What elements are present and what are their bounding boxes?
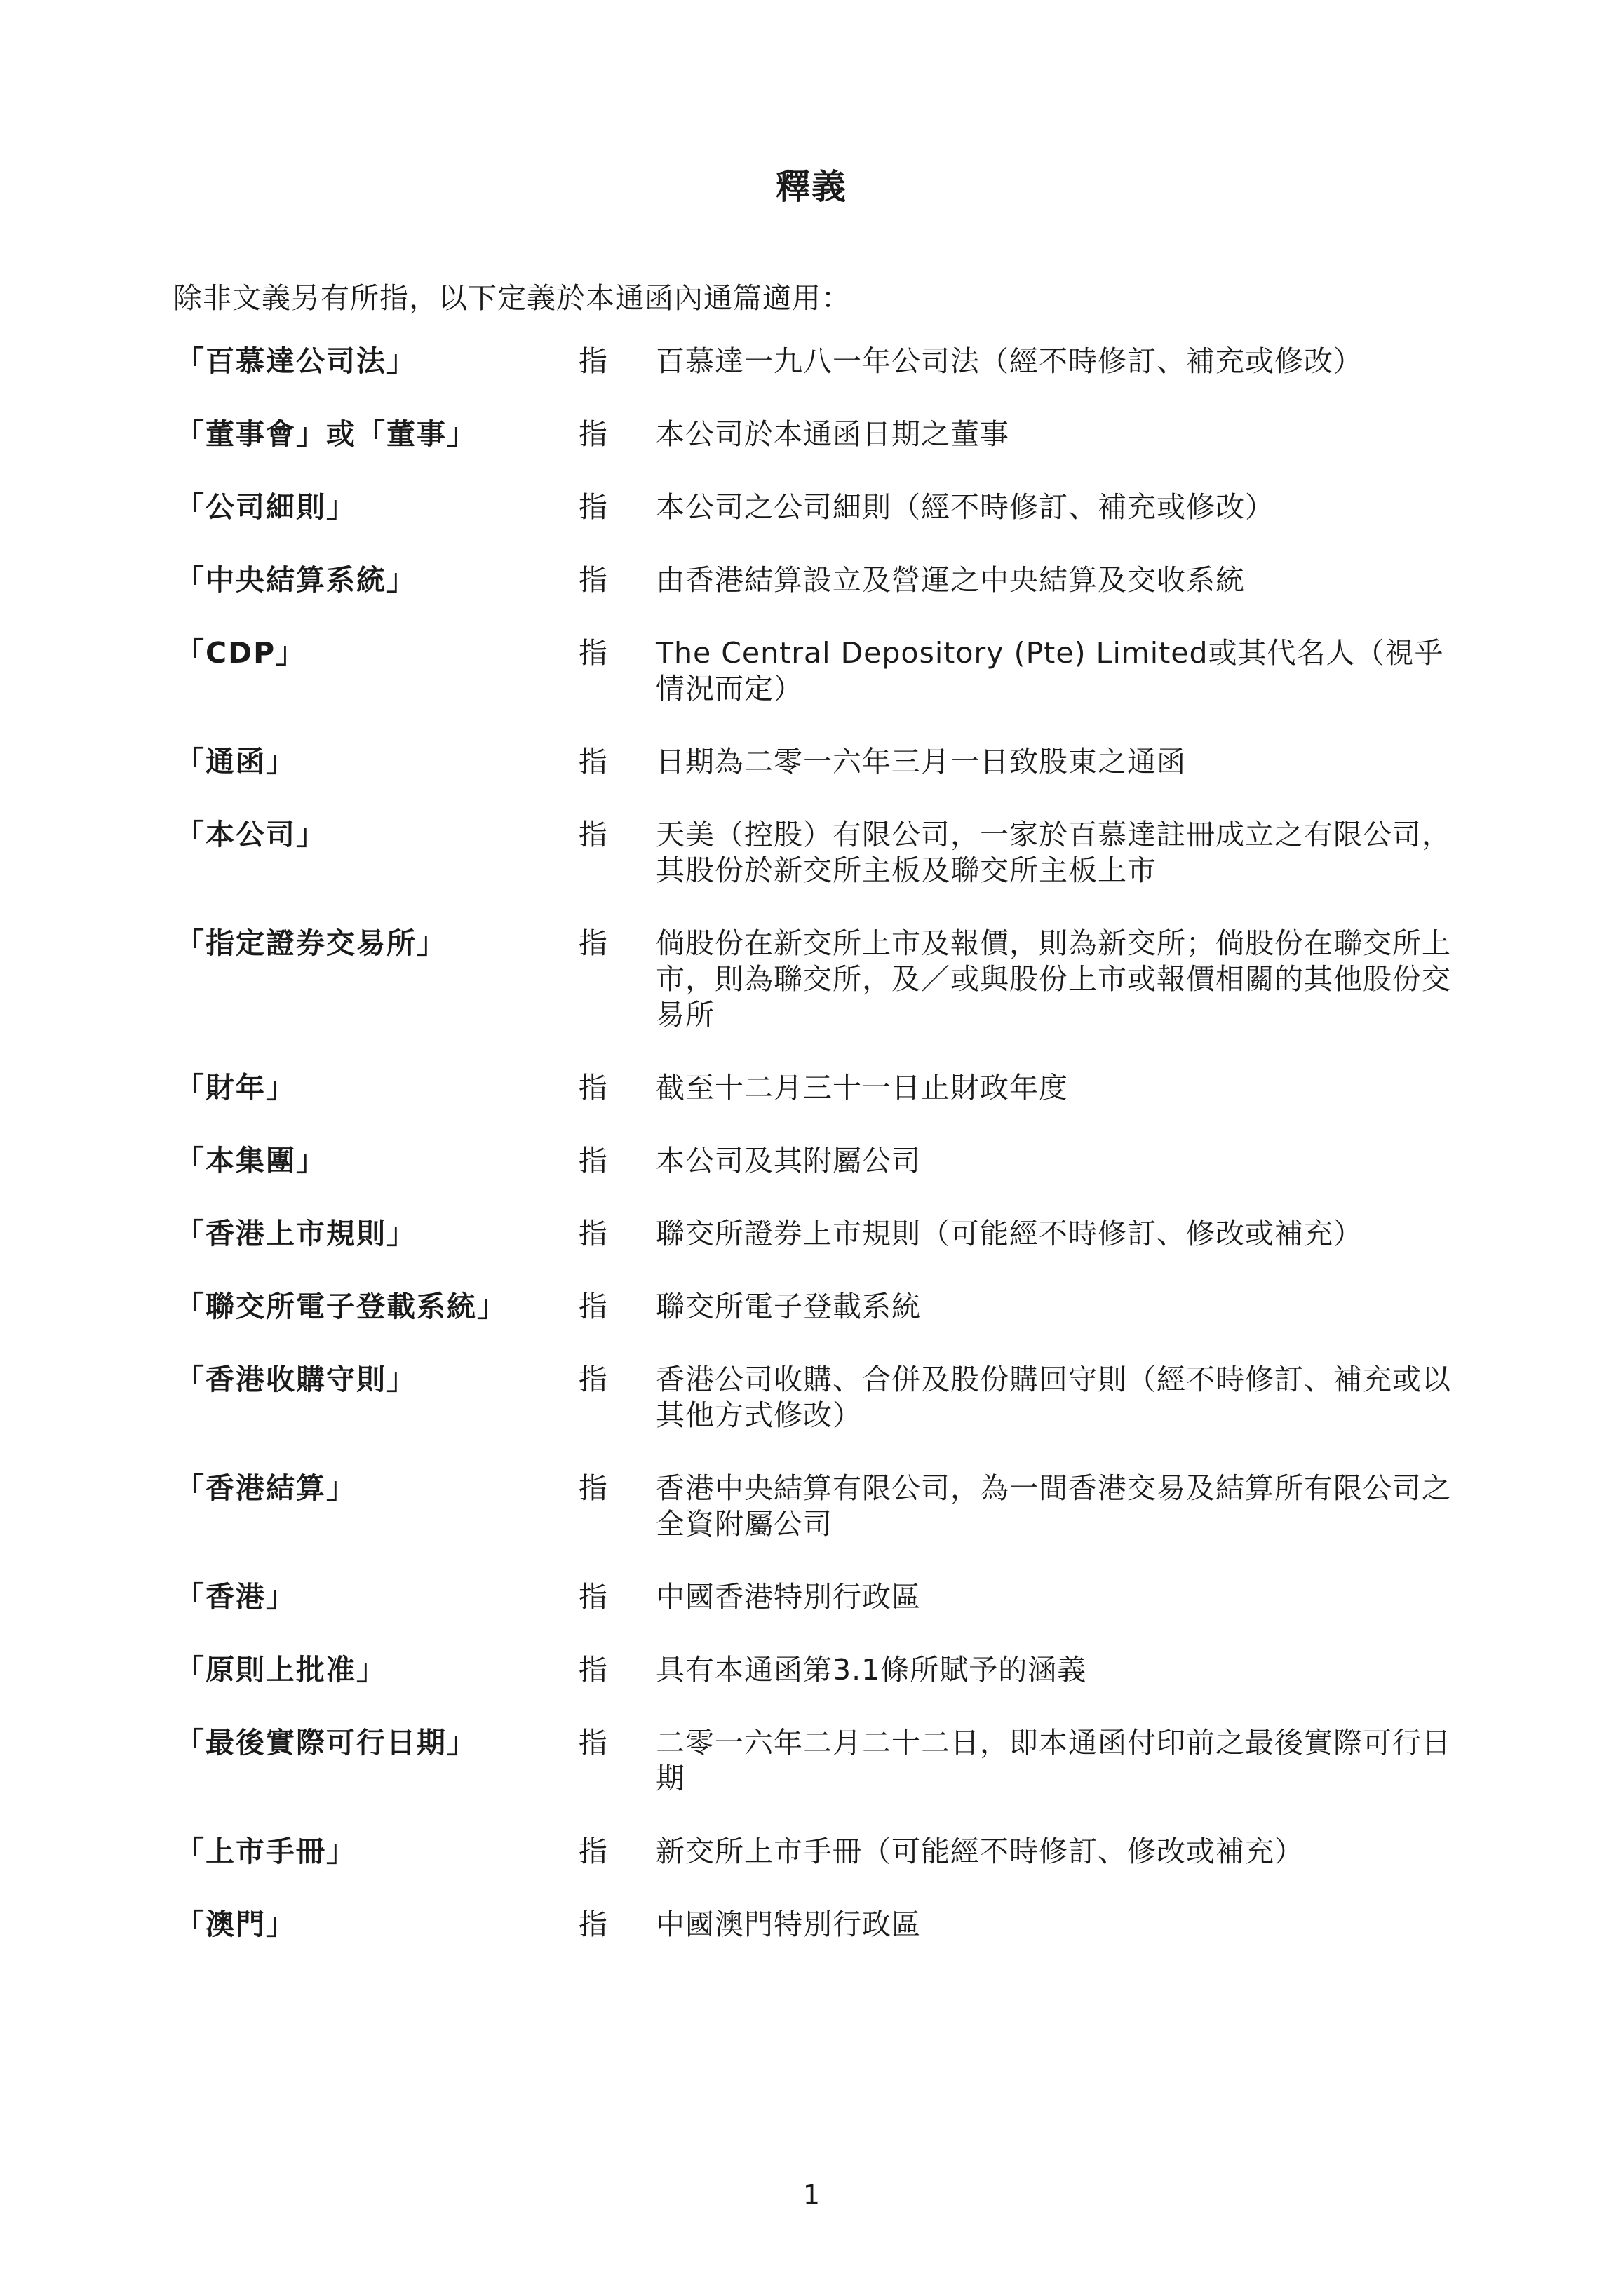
definition-row	[175, 1471, 1466, 1542]
means-label: 指	[579, 563, 607, 597]
definition-row	[175, 1579, 1466, 1615]
definition-meaning: 天美（控股）有限公司，一家於百慕達註冊成立之有限公司，其股份於新交所主板及聯交所主板上市	[656, 818, 1451, 887]
means-label: 指	[579, 1580, 607, 1614]
definition-meaning: 聯交所電子登載系統	[656, 1290, 921, 1323]
definition-term: 「聯交所電子登載系統」	[175, 1290, 507, 1323]
definition-row	[175, 1834, 1466, 1870]
means-label: 指	[579, 745, 607, 778]
means-label: 指	[579, 1907, 607, 1941]
definition-term: 「公司細則」	[175, 490, 356, 524]
intro-text: 除非文義另有所指，以下定義於本通函內通篇適用：	[173, 281, 851, 315]
definition-row	[175, 1362, 1466, 1433]
definition-row	[175, 1725, 1466, 1797]
definition-term: 「百慕達公司法」	[175, 344, 417, 378]
definitions-list	[175, 344, 1466, 1980]
definition-meaning: 本公司及其附屬公司	[656, 1144, 921, 1177]
means-label: 指	[579, 1835, 607, 1868]
definition-row	[175, 1216, 1466, 1252]
definition-term: 「香港上市規則」	[175, 1217, 417, 1250]
definition-meaning: 截至十二月三十一日止財政年度	[656, 1071, 1068, 1105]
definition-row	[175, 344, 1466, 379]
definition-row	[175, 635, 1466, 707]
means-label: 指	[579, 926, 607, 960]
definition-term: 「財年」	[175, 1071, 296, 1105]
definition-meaning: 二零一六年二月二十二日，即本通函付印前之最後實際可行日期	[656, 1726, 1451, 1795]
definition-row	[175, 1289, 1466, 1325]
definition-row	[175, 562, 1466, 598]
definition-term: 「董事會」或「董事」	[175, 417, 477, 451]
definition-meaning: 日期為二零一六年三月一日致股東之通函	[656, 745, 1186, 778]
definition-term: 「中央結算系統」	[175, 563, 417, 597]
definition-row	[175, 817, 1466, 889]
definition-meaning: 本公司之公司細則（經不時修訂、補充或修改）	[656, 490, 1274, 524]
definition-row	[175, 1070, 1466, 1106]
means-label: 指	[579, 1071, 607, 1105]
definition-term: 「澳門」	[175, 1907, 296, 1941]
definition-term: 「最後實際可行日期」	[175, 1726, 477, 1760]
definition-meaning: 中國澳門特別行政區	[656, 1907, 921, 1941]
definition-term: 「本公司」	[175, 818, 326, 851]
page-number: 1	[802, 2180, 821, 2210]
page-title: 釋義	[775, 167, 847, 207]
means-label: 指	[579, 1217, 607, 1250]
definition-term: 「CDP」	[175, 636, 307, 670]
definition-row	[175, 926, 1466, 1033]
means-label: 指	[579, 636, 607, 670]
definition-meaning: The Central Depository (Pte) Limited或其代名人（視乎情況而定）	[656, 636, 1444, 705]
definition-meaning: 由香港結算設立及營運之中央結算及交收系統	[656, 563, 1245, 597]
definition-meaning: 聯交所證券上市規則（可能經不時修訂、修改或補充）	[656, 1217, 1363, 1250]
means-label: 指	[579, 1726, 607, 1760]
means-label: 指	[579, 1471, 607, 1505]
means-label: 指	[579, 1653, 607, 1687]
means-label: 指	[579, 818, 607, 851]
definition-row	[175, 1652, 1466, 1688]
definition-term: 「指定證券交易所」	[175, 926, 447, 960]
means-label: 指	[579, 490, 607, 524]
definition-meaning: 香港中央結算有限公司，為一間香港交易及結算所有限公司之全資附屬公司	[656, 1471, 1451, 1541]
means-label: 指	[579, 1290, 607, 1323]
definition-meaning: 新交所上市手冊（可能經不時修訂、修改或補充）	[656, 1835, 1304, 1868]
definition-meaning: 香港公司收購、合併及股份購回守則（經不時修訂、補充或以其他方式修改）	[656, 1363, 1451, 1432]
means-label: 指	[579, 1144, 607, 1177]
definition-meaning: 百慕達一九八一年公司法（經不時修訂、補充或修改）	[656, 344, 1363, 378]
definition-row	[175, 744, 1466, 780]
definition-term: 「原則上批准」	[175, 1653, 386, 1687]
definition-meaning: 中國香港特別行政區	[656, 1580, 921, 1614]
means-label: 指	[579, 344, 607, 378]
definition-meaning: 具有本通函第3.1條所賦予的涵義	[656, 1653, 1087, 1687]
definition-term: 「香港結算」	[175, 1471, 356, 1505]
definition-meaning: 本公司於本通函日期之董事	[656, 417, 1009, 451]
definition-row	[175, 1907, 1466, 1943]
definition-term: 「香港收購守則」	[175, 1363, 417, 1396]
definition-row	[175, 1143, 1466, 1179]
definition-term: 「香港」	[175, 1580, 296, 1614]
means-label: 指	[579, 417, 607, 451]
definition-row	[175, 417, 1466, 452]
definition-term: 「通函」	[175, 745, 296, 778]
definition-row	[175, 489, 1466, 525]
means-label: 指	[579, 1363, 607, 1396]
definition-term: 「本集團」	[175, 1144, 326, 1177]
definition-meaning: 倘股份在新交所上市及報價，則為新交所；倘股份在聯交所上市，則為聯交所，及／或與股份上市或報價相關的其他股份交易所	[656, 926, 1451, 1032]
definition-term: 「上市手冊」	[175, 1835, 356, 1868]
